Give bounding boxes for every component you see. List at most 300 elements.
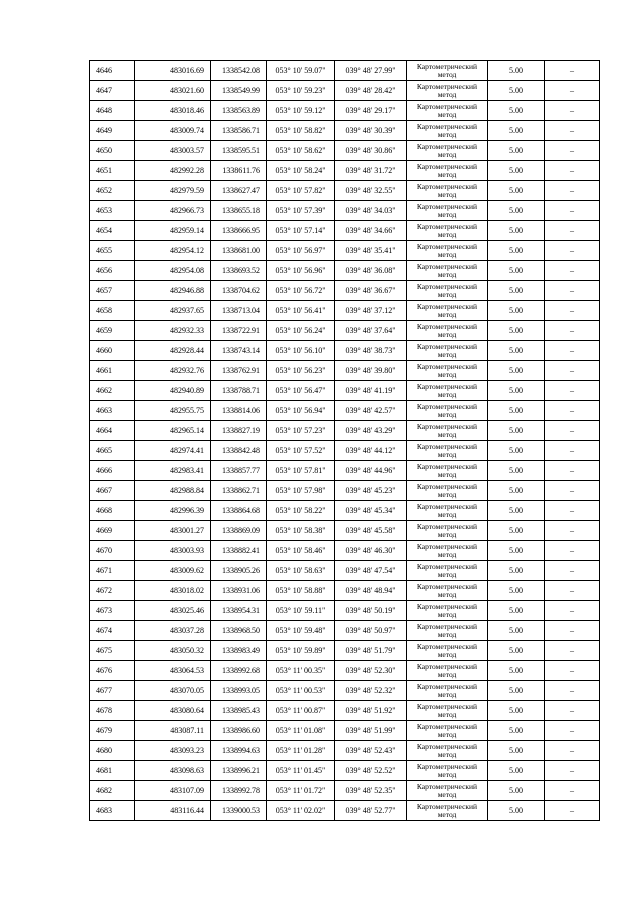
point-number-cell: 4681 (90, 761, 135, 781)
accuracy-cell: 5.00 (488, 481, 545, 501)
latitude-cell: 053° 10' 58.62" (267, 141, 335, 161)
method-cell: Картометрический метод (407, 81, 488, 101)
point-number-cell: 4647 (90, 81, 135, 101)
latitude-cell: 053° 11' 01.08" (267, 721, 335, 741)
longitude-cell: 039° 48' 52.52" (335, 761, 407, 781)
latitude-cell: 053° 10' 57.39" (267, 201, 335, 221)
accuracy-cell: 5.00 (488, 741, 545, 761)
table-row (90, 101, 600, 121)
point-number-cell: 4673 (90, 601, 135, 621)
note-cell: – (545, 241, 600, 261)
longitude-cell: 039° 48' 36.67" (335, 281, 407, 301)
y-coordinate-cell: 1338842.48 (211, 441, 267, 461)
y-coordinate-cell: 1338954.31 (211, 601, 267, 621)
point-number-cell: 4662 (90, 381, 135, 401)
note-cell: – (545, 441, 600, 461)
method-cell: Картометрический метод (407, 181, 488, 201)
point-number-cell: 4666 (90, 461, 135, 481)
longitude-cell: 039° 48' 37.12" (335, 301, 407, 321)
note-cell: – (545, 101, 600, 121)
longitude-cell: 039° 48' 52.32" (335, 681, 407, 701)
longitude-cell: 039° 48' 43.29" (335, 421, 407, 441)
accuracy-cell: 5.00 (488, 61, 545, 81)
longitude-cell: 039° 48' 44.12" (335, 441, 407, 461)
accuracy-cell: 5.00 (488, 581, 545, 601)
table-row (90, 281, 600, 301)
note-cell: – (545, 661, 600, 681)
accuracy-cell: 5.00 (488, 461, 545, 481)
table-row (90, 481, 600, 501)
y-coordinate-cell: 1338611.76 (211, 161, 267, 181)
x-coordinate-cell: 483021.60 (135, 81, 211, 101)
point-number-cell: 4675 (90, 641, 135, 661)
y-coordinate-cell: 1338586.71 (211, 121, 267, 141)
accuracy-cell: 5.00 (488, 661, 545, 681)
method-cell: Картометрический метод (407, 141, 488, 161)
point-number-cell: 4674 (90, 621, 135, 641)
longitude-cell: 039° 48' 36.08" (335, 261, 407, 281)
table-row (90, 741, 600, 761)
point-number-cell: 4658 (90, 301, 135, 321)
longitude-cell: 039° 48' 44.96" (335, 461, 407, 481)
method-cell: Картометрический метод (407, 601, 488, 621)
note-cell: – (545, 701, 600, 721)
longitude-cell: 039° 48' 45.34" (335, 501, 407, 521)
method-cell: Картометрический метод (407, 481, 488, 501)
method-cell: Картометрический метод (407, 381, 488, 401)
point-number-cell: 4664 (90, 421, 135, 441)
note-cell: – (545, 401, 600, 421)
y-coordinate-cell: 1338542.08 (211, 61, 267, 81)
y-coordinate-cell: 1338814.06 (211, 401, 267, 421)
latitude-cell: 053° 10' 59.11" (267, 601, 335, 621)
table-row (90, 781, 600, 801)
accuracy-cell: 5.00 (488, 241, 545, 261)
point-number-cell: 4679 (90, 721, 135, 741)
longitude-cell: 039° 48' 47.54" (335, 561, 407, 581)
table-row (90, 301, 600, 321)
y-coordinate-cell: 1338788.71 (211, 381, 267, 401)
point-number-cell: 4678 (90, 701, 135, 721)
method-cell: Картометрический метод (407, 521, 488, 541)
table-row (90, 241, 600, 261)
point-number-cell: 4651 (90, 161, 135, 181)
note-cell: – (545, 201, 600, 221)
longitude-cell: 039° 48' 34.03" (335, 201, 407, 221)
method-cell: Картометрический метод (407, 621, 488, 641)
accuracy-cell: 5.00 (488, 781, 545, 801)
method-cell: Картометрический метод (407, 721, 488, 741)
latitude-cell: 053° 10' 57.23" (267, 421, 335, 441)
x-coordinate-cell: 482932.33 (135, 321, 211, 341)
method-cell: Картометрический метод (407, 261, 488, 281)
latitude-cell: 053° 10' 59.23" (267, 81, 335, 101)
method-cell: Картометрический метод (407, 701, 488, 721)
method-cell: Картометрический метод (407, 421, 488, 441)
y-coordinate-cell: 1338681.00 (211, 241, 267, 261)
table-row (90, 661, 600, 681)
point-number-cell: 4648 (90, 101, 135, 121)
note-cell: – (545, 361, 600, 381)
note-cell: – (545, 181, 600, 201)
longitude-cell: 039° 48' 50.97" (335, 621, 407, 641)
longitude-cell: 039° 48' 50.19" (335, 601, 407, 621)
longitude-cell: 039° 48' 46.30" (335, 541, 407, 561)
y-coordinate-cell: 1338595.51 (211, 141, 267, 161)
latitude-cell: 053° 11' 00.87" (267, 701, 335, 721)
latitude-cell: 053° 10' 58.88" (267, 581, 335, 601)
longitude-cell: 039° 48' 48.94" (335, 581, 407, 601)
method-cell: Картометрический метод (407, 641, 488, 661)
method-cell: Картометрический метод (407, 161, 488, 181)
accuracy-cell: 5.00 (488, 561, 545, 581)
latitude-cell: 053° 10' 57.14" (267, 221, 335, 241)
table-row (90, 701, 600, 721)
accuracy-cell: 5.00 (488, 721, 545, 741)
y-coordinate-cell: 1338968.50 (211, 621, 267, 641)
note-cell: – (545, 681, 600, 701)
x-coordinate-cell: 483018.46 (135, 101, 211, 121)
table-row (90, 161, 600, 181)
x-coordinate-cell: 483093.23 (135, 741, 211, 761)
note-cell: – (545, 221, 600, 241)
longitude-cell: 039° 48' 38.73" (335, 341, 407, 361)
latitude-cell: 053° 10' 59.12" (267, 101, 335, 121)
point-number-cell: 4660 (90, 341, 135, 361)
x-coordinate-cell: 483018.02 (135, 581, 211, 601)
y-coordinate-cell: 1338992.78 (211, 781, 267, 801)
table-row (90, 581, 600, 601)
table-row (90, 261, 600, 281)
point-number-cell: 4682 (90, 781, 135, 801)
accuracy-cell: 5.00 (488, 641, 545, 661)
table-row (90, 361, 600, 381)
accuracy-cell: 5.00 (488, 201, 545, 221)
accuracy-cell: 5.00 (488, 601, 545, 621)
accuracy-cell: 5.00 (488, 421, 545, 441)
method-cell: Картометрический метод (407, 241, 488, 261)
point-number-cell: 4657 (90, 281, 135, 301)
note-cell: – (545, 381, 600, 401)
note-cell: – (545, 541, 600, 561)
y-coordinate-cell: 1338655.18 (211, 201, 267, 221)
method-cell: Картометрический метод (407, 501, 488, 521)
note-cell: – (545, 321, 600, 341)
x-coordinate-cell: 482954.08 (135, 261, 211, 281)
latitude-cell: 053° 10' 59.89" (267, 641, 335, 661)
method-cell: Картометрический метод (407, 201, 488, 221)
note-cell: – (545, 261, 600, 281)
longitude-cell: 039° 48' 41.19" (335, 381, 407, 401)
table-row (90, 721, 600, 741)
latitude-cell: 053° 10' 58.82" (267, 121, 335, 141)
accuracy-cell: 5.00 (488, 341, 545, 361)
latitude-cell: 053° 10' 57.82" (267, 181, 335, 201)
point-number-cell: 4667 (90, 481, 135, 501)
x-coordinate-cell: 483098.63 (135, 761, 211, 781)
accuracy-cell: 5.00 (488, 761, 545, 781)
accuracy-cell: 5.00 (488, 321, 545, 341)
method-cell: Картометрический метод (407, 461, 488, 481)
x-coordinate-cell: 483116.44 (135, 801, 211, 821)
longitude-cell: 039° 48' 51.79" (335, 641, 407, 661)
accuracy-cell: 5.00 (488, 301, 545, 321)
accuracy-cell: 5.00 (488, 181, 545, 201)
longitude-cell: 039° 48' 51.99" (335, 721, 407, 741)
point-number-cell: 4665 (90, 441, 135, 461)
note-cell: – (545, 121, 600, 141)
method-cell: Картометрический метод (407, 341, 488, 361)
latitude-cell: 053° 10' 58.63" (267, 561, 335, 581)
method-cell: Картометрический метод (407, 321, 488, 341)
x-coordinate-cell: 482954.12 (135, 241, 211, 261)
table-row (90, 461, 600, 481)
longitude-cell: 039° 48' 52.77" (335, 801, 407, 821)
table-row (90, 421, 600, 441)
y-coordinate-cell: 1338563.89 (211, 101, 267, 121)
x-coordinate-cell: 482983.41 (135, 461, 211, 481)
accuracy-cell: 5.00 (488, 541, 545, 561)
table-row (90, 641, 600, 661)
point-number-cell: 4663 (90, 401, 135, 421)
longitude-cell: 039° 48' 52.30" (335, 661, 407, 681)
accuracy-cell: 5.00 (488, 801, 545, 821)
latitude-cell: 053° 10' 56.10" (267, 341, 335, 361)
longitude-cell: 039° 48' 52.43" (335, 741, 407, 761)
point-number-cell: 4652 (90, 181, 135, 201)
method-cell: Картометрический метод (407, 761, 488, 781)
x-coordinate-cell: 483037.28 (135, 621, 211, 641)
table-row (90, 81, 600, 101)
table-row (90, 181, 600, 201)
point-number-cell: 4669 (90, 521, 135, 541)
note-cell: – (545, 521, 600, 541)
point-number-cell: 4649 (90, 121, 135, 141)
method-cell: Картометрический метод (407, 301, 488, 321)
x-coordinate-cell: 483050.32 (135, 641, 211, 661)
x-coordinate-cell: 482979.59 (135, 181, 211, 201)
accuracy-cell: 5.00 (488, 381, 545, 401)
table-row (90, 381, 600, 401)
x-coordinate-cell: 483009.74 (135, 121, 211, 141)
table-row (90, 601, 600, 621)
x-coordinate-cell: 482937.65 (135, 301, 211, 321)
point-number-cell: 4677 (90, 681, 135, 701)
note-cell: – (545, 581, 600, 601)
x-coordinate-cell: 483070.05 (135, 681, 211, 701)
coordinates-table (89, 60, 600, 821)
table-row (90, 681, 600, 701)
latitude-cell: 053° 10' 57.52" (267, 441, 335, 461)
note-cell: – (545, 501, 600, 521)
x-coordinate-cell: 483016.69 (135, 61, 211, 81)
note-cell: – (545, 561, 600, 581)
latitude-cell: 053° 10' 56.41" (267, 301, 335, 321)
point-number-cell: 4683 (90, 801, 135, 821)
accuracy-cell: 5.00 (488, 621, 545, 641)
x-coordinate-cell: 482928.44 (135, 341, 211, 361)
note-cell: – (545, 641, 600, 661)
table-row (90, 521, 600, 541)
note-cell: – (545, 161, 600, 181)
latitude-cell: 053° 10' 58.24" (267, 161, 335, 181)
x-coordinate-cell: 482992.28 (135, 161, 211, 181)
x-coordinate-cell: 483107.09 (135, 781, 211, 801)
longitude-cell: 039° 48' 35.41" (335, 241, 407, 261)
method-cell: Картометрический метод (407, 361, 488, 381)
y-coordinate-cell: 1338994.63 (211, 741, 267, 761)
table-row (90, 541, 600, 561)
latitude-cell: 053° 10' 56.47" (267, 381, 335, 401)
note-cell: – (545, 481, 600, 501)
accuracy-cell: 5.00 (488, 361, 545, 381)
note-cell: – (545, 81, 600, 101)
longitude-cell: 039° 48' 28.42" (335, 81, 407, 101)
method-cell: Картометрический метод (407, 801, 488, 821)
accuracy-cell: 5.00 (488, 441, 545, 461)
point-number-cell: 4646 (90, 61, 135, 81)
latitude-cell: 053° 11' 02.02" (267, 801, 335, 821)
y-coordinate-cell: 1338743.14 (211, 341, 267, 361)
method-cell: Картометрический метод (407, 741, 488, 761)
latitude-cell: 053° 10' 57.98" (267, 481, 335, 501)
accuracy-cell: 5.00 (488, 121, 545, 141)
method-cell: Картометрический метод (407, 101, 488, 121)
accuracy-cell: 5.00 (488, 501, 545, 521)
point-number-cell: 4653 (90, 201, 135, 221)
table-row (90, 321, 600, 341)
accuracy-cell: 5.00 (488, 701, 545, 721)
y-coordinate-cell: 1339000.53 (211, 801, 267, 821)
y-coordinate-cell: 1338985.43 (211, 701, 267, 721)
longitude-cell: 039° 48' 34.66" (335, 221, 407, 241)
latitude-cell: 053° 10' 56.24" (267, 321, 335, 341)
accuracy-cell: 5.00 (488, 401, 545, 421)
x-coordinate-cell: 483087.11 (135, 721, 211, 741)
y-coordinate-cell: 1338827.19 (211, 421, 267, 441)
x-coordinate-cell: 482996.39 (135, 501, 211, 521)
longitude-cell: 039° 48' 39.80" (335, 361, 407, 381)
longitude-cell: 039° 48' 45.58" (335, 521, 407, 541)
table-row (90, 141, 600, 161)
longitude-cell: 039° 48' 51.92" (335, 701, 407, 721)
x-coordinate-cell: 483009.62 (135, 561, 211, 581)
y-coordinate-cell: 1338993.05 (211, 681, 267, 701)
note-cell: – (545, 141, 600, 161)
x-coordinate-cell: 483080.64 (135, 701, 211, 721)
x-coordinate-cell: 483001.27 (135, 521, 211, 541)
x-coordinate-cell: 483003.57 (135, 141, 211, 161)
latitude-cell: 053° 11' 01.28" (267, 741, 335, 761)
point-number-cell: 4659 (90, 321, 135, 341)
x-coordinate-cell: 483064.53 (135, 661, 211, 681)
longitude-cell: 039° 48' 37.64" (335, 321, 407, 341)
x-coordinate-cell: 482966.73 (135, 201, 211, 221)
point-number-cell: 4654 (90, 221, 135, 241)
y-coordinate-cell: 1338713.04 (211, 301, 267, 321)
latitude-cell: 053° 10' 57.81" (267, 461, 335, 481)
table-row (90, 501, 600, 521)
y-coordinate-cell: 1338704.62 (211, 281, 267, 301)
accuracy-cell: 5.00 (488, 141, 545, 161)
longitude-cell: 039° 48' 32.55" (335, 181, 407, 201)
note-cell: – (545, 601, 600, 621)
y-coordinate-cell: 1338905.26 (211, 561, 267, 581)
x-coordinate-cell: 482946.88 (135, 281, 211, 301)
y-coordinate-cell: 1338627.47 (211, 181, 267, 201)
point-number-cell: 4676 (90, 661, 135, 681)
point-number-cell: 4680 (90, 741, 135, 761)
y-coordinate-cell: 1338992.68 (211, 661, 267, 681)
latitude-cell: 053° 11' 01.72" (267, 781, 335, 801)
table-row (90, 121, 600, 141)
y-coordinate-cell: 1338762.91 (211, 361, 267, 381)
x-coordinate-cell: 482955.75 (135, 401, 211, 421)
method-cell: Картометрический метод (407, 581, 488, 601)
y-coordinate-cell: 1338864.68 (211, 501, 267, 521)
coordinates-table-body (90, 61, 600, 821)
x-coordinate-cell: 482988.84 (135, 481, 211, 501)
note-cell: – (545, 781, 600, 801)
note-cell: – (545, 421, 600, 441)
latitude-cell: 053° 10' 56.23" (267, 361, 335, 381)
x-coordinate-cell: 482932.76 (135, 361, 211, 381)
method-cell: Картометрический метод (407, 401, 488, 421)
latitude-cell: 053° 10' 56.96" (267, 261, 335, 281)
y-coordinate-cell: 1338931.06 (211, 581, 267, 601)
x-coordinate-cell: 483003.93 (135, 541, 211, 561)
longitude-cell: 039° 48' 31.72" (335, 161, 407, 181)
method-cell: Картометрический метод (407, 61, 488, 81)
longitude-cell: 039° 48' 52.35" (335, 781, 407, 801)
latitude-cell: 053° 10' 58.38" (267, 521, 335, 541)
longitude-cell: 039° 48' 45.23" (335, 481, 407, 501)
longitude-cell: 039° 48' 30.39" (335, 121, 407, 141)
latitude-cell: 053° 10' 59.48" (267, 621, 335, 641)
point-number-cell: 4672 (90, 581, 135, 601)
latitude-cell: 053° 11' 00.35" (267, 661, 335, 681)
longitude-cell: 039° 48' 29.17" (335, 101, 407, 121)
point-number-cell: 4661 (90, 361, 135, 381)
point-number-cell: 4650 (90, 141, 135, 161)
method-cell: Картометрический метод (407, 221, 488, 241)
point-number-cell: 4668 (90, 501, 135, 521)
x-coordinate-cell: 482940.89 (135, 381, 211, 401)
note-cell: – (545, 761, 600, 781)
accuracy-cell: 5.00 (488, 81, 545, 101)
accuracy-cell: 5.00 (488, 101, 545, 121)
latitude-cell: 053° 10' 58.22" (267, 501, 335, 521)
method-cell: Картометрический метод (407, 441, 488, 461)
y-coordinate-cell: 1338986.60 (211, 721, 267, 741)
method-cell: Картометрический метод (407, 561, 488, 581)
point-number-cell: 4670 (90, 541, 135, 561)
point-number-cell: 4656 (90, 261, 135, 281)
latitude-cell: 053° 10' 58.46" (267, 541, 335, 561)
latitude-cell: 053° 10' 56.97" (267, 241, 335, 261)
y-coordinate-cell: 1338862.71 (211, 481, 267, 501)
y-coordinate-cell: 1338693.52 (211, 261, 267, 281)
accuracy-cell: 5.00 (488, 161, 545, 181)
table-row (90, 561, 600, 581)
table-row (90, 221, 600, 241)
latitude-cell: 053° 11' 01.45" (267, 761, 335, 781)
y-coordinate-cell: 1338857.77 (211, 461, 267, 481)
method-cell: Картометрический метод (407, 541, 488, 561)
table-row (90, 441, 600, 461)
x-coordinate-cell: 482974.41 (135, 441, 211, 461)
method-cell: Картометрический метод (407, 781, 488, 801)
